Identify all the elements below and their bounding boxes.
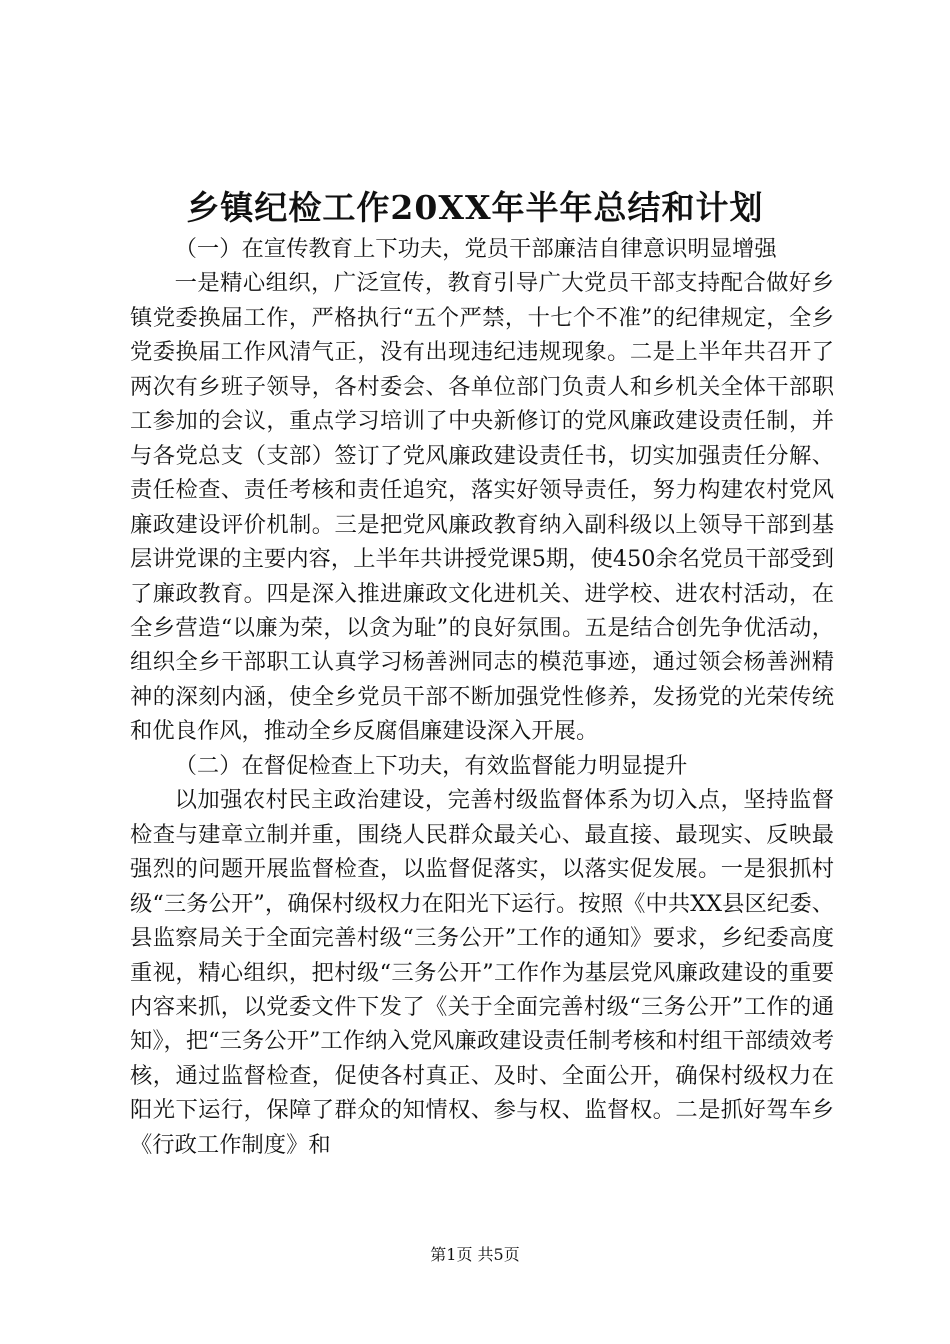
body-paragraph-2: 以加强农村民主政治建设，完善村级监督体系为切入点，坚持监督检查与建章立制并重，围绕人民群众最关心、最直接、最现实、反映最强烈的问题开展监督检查，以监督促落实，以落实促发展。一是狠抓村级“三务公开”，确保村级权力在阳光下运行。按照《中共XX县区纪委、县监察局关于全面完善村级“三务公开”工作的通知》要求，乡纪委高度重视，精心组织，把村级“三务公开”工作作为基层党风廉政建设的重要内容来抓，以党委文件下发了《关于全面完善村级“三务公开”工作的通知》，把“三务公开”工作纳入党风廉政建设责任制考核和村组干部绩效考核，通过监督检查，促使各村真正、及时、全面公开，确保村级权力在阳光下运行，保障了群众的知情权、参与权、监督权。二是抓好驾车乡《行政工作制度》和 bbox=[130, 787, 834, 1158]
body-paragraph-1: 一是精心组织，广泛宣传，教育引导广大党员干部支持配合做好乡镇党委换届工作，严格执行“五个严禁，十七个不准”的纪律规定，全乡党委换届工作风清气正，没有出现违纪违规现象。二是上半年共召开了两次有乡班子领导，各村委会、各单位部门负责人和乡机关全体干部职工参加的会议，重点学习培训了中央新修订的党风廉政建设责任制，并与各党总支（支部）签订了党风廉政建设责任书，切实加强责任分解、责任检查、责任考核和责任追究，落实好领导责任，努力构建农村党风廉政建设评价机制。三是把党风廉政教育纳入副科级以上领导干部到基层讲党课的主要内容，上半年共讲授党课5期，使450余名党员干部受到了廉政教育。四是深入推进廉政文化进机关、进学校、进农村活动，在全乡营造“以廉为荣，以贪为耻”的良好氛围。五是结合创先争优活动，组织全乡干部职工认真学习杨善洲同志的模范事迹，通过领会杨善洲精神的深刻内涵，使全乡党员干部不断加强党性修养，发扬党的光荣传统和优良作风，推动全乡反腐倡廉建设深入开展。 bbox=[130, 270, 834, 745]
document-title: 乡镇纪检工作20XX年半年总结和计划 bbox=[186, 188, 764, 227]
page-number-footer: 第1页 共5页 bbox=[430, 1245, 520, 1264]
section-heading-2: （二）在督促检查上下功夫，有效监督能力明显提升 bbox=[174, 752, 688, 779]
section-heading-1: （一）在宣传教育上下功夫，党员干部廉洁自律意识明显增强 bbox=[174, 236, 777, 262]
document-body bbox=[130, 232, 834, 1162]
